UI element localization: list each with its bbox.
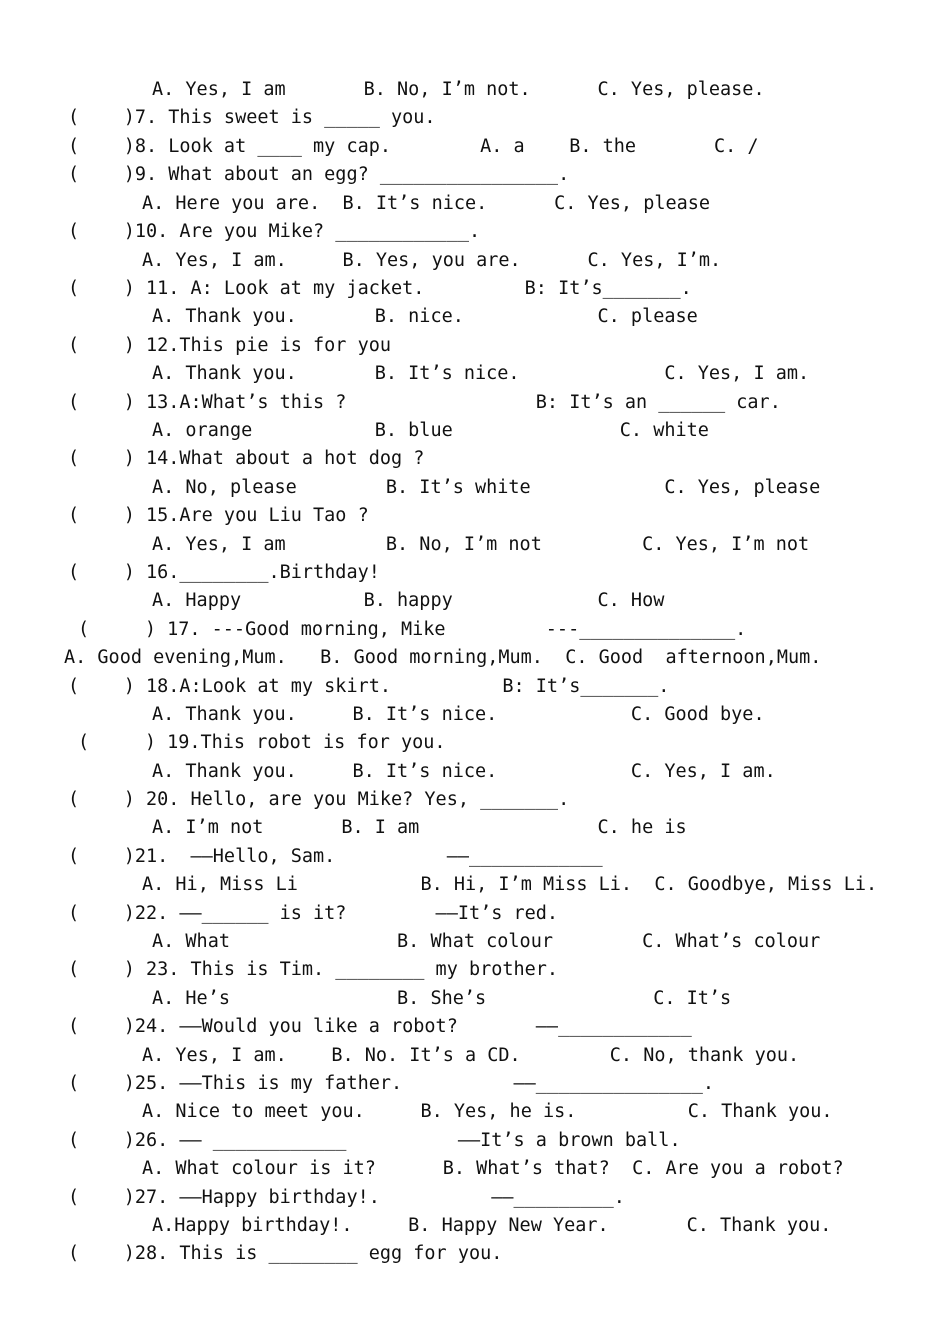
question-21: ( )21. ——Hello, Sam. ——____________ xyxy=(68,846,603,867)
q24-options: A. Yes, I am. B. No. It’s a CD. C. No, thank you. xyxy=(142,1045,800,1066)
q15-options: A. Yes, I am B. No, I’m not C. Yes, I’m not xyxy=(152,534,810,555)
question-23: ( ) 23. This is Tim. ________ my brother. xyxy=(68,959,559,980)
q25-options: A. Nice to meet you. B. Yes, he is. C. Thank you. xyxy=(142,1101,833,1122)
question-7: ( )7. This sweet is _____ you. xyxy=(68,107,436,128)
question-24: ( )24. ——Would you like a robot? ——____________ xyxy=(68,1016,692,1037)
q10-options: A. Yes, I am. B. Yes, you are. C. Yes, I’m. xyxy=(142,250,722,271)
question-13: ( ) 13.A:What’s this ? B: It’s an ______ car. xyxy=(68,392,781,413)
q12-options: A. Thank you. B. It’s nice. C. Yes, I am. xyxy=(152,363,810,384)
q27-options: A.Happy birthday!. B. Happy New Year. C. Thank you. xyxy=(152,1215,832,1236)
q16-options: A. Happy B. happy C. How xyxy=(152,590,665,611)
q14-options: A. No, please B. It’s white C. Yes, please xyxy=(152,477,821,498)
question-17: ( ) 17. ---Good morning, Mike ---______________. xyxy=(78,619,747,640)
question-20: ( ) 20. Hello, are you Mike? Yes, _______. xyxy=(68,789,570,810)
question-15: ( ) 15.Are you Liu Tao ? xyxy=(68,505,369,526)
q20-options: A. I’m not B. I am C. he is xyxy=(152,817,687,838)
question-22: ( )22. ——______ is it? ——It’s red. xyxy=(68,903,559,924)
q22-options: A. What B. What colour C. What’s colour xyxy=(152,931,821,952)
q26-options: A. What colour is it? B. What’s that? C. Are you a robot? xyxy=(142,1158,844,1179)
question-28: ( )28. This is ________ egg for you. xyxy=(68,1243,503,1264)
question-26: ( )26. —— ____________ ——It’s a brown ball. xyxy=(68,1130,681,1151)
question-27: ( )27. ——Happy birthday!. ——_________. xyxy=(68,1187,625,1208)
q23-options: A. He’s B. She’s C. It’s xyxy=(152,988,732,1009)
question-9: ( )9. What about an egg? ________________. xyxy=(68,164,570,185)
q21-options: A. Hi, Miss Li B. Hi, I’m Miss Li. C. Goodbye, Miss Li. xyxy=(142,874,878,895)
question-19: ( ) 19.This robot is for you. xyxy=(78,732,446,753)
question-16: ( ) 16.________.Birthday! xyxy=(68,562,380,583)
question-10: ( )10. Are you Mike? ____________. xyxy=(68,221,481,242)
question-11: ( ) 11. A: Look at my jacket. B: It’s_______. xyxy=(68,278,692,299)
question-18: ( ) 18.A:Look at my skirt. B: It’s_______. xyxy=(68,676,670,697)
q11-options: A. Thank you. B. nice. C. please xyxy=(152,306,698,327)
q18-options: A. Thank you. B. It’s nice. C. Good bye. xyxy=(152,704,765,725)
q19-options: A. Thank you. B. It’s nice. C. Yes, I am. xyxy=(152,761,776,782)
question-8: ( )8. Look at ____ my cap. A. a B. the C. / xyxy=(68,136,759,157)
q13-options: A. orange B. blue C. white xyxy=(152,420,709,441)
q6-options: A. Yes, I am B. No, I’m not. C. Yes, please. xyxy=(152,79,765,100)
q9-options: A. Here you are. B. It’s nice. C. Yes, please xyxy=(142,193,711,214)
question-12: ( ) 12.This pie is for you xyxy=(68,335,392,356)
question-14: ( ) 14.What about a hot dog ? xyxy=(68,448,425,469)
q17-options: A. Good evening,Mum. B. Good morning,Mum. C. Good afternoon,Mum. xyxy=(64,647,822,668)
question-25: ( )25. ——This is my father. ——_______________. xyxy=(68,1073,715,1094)
